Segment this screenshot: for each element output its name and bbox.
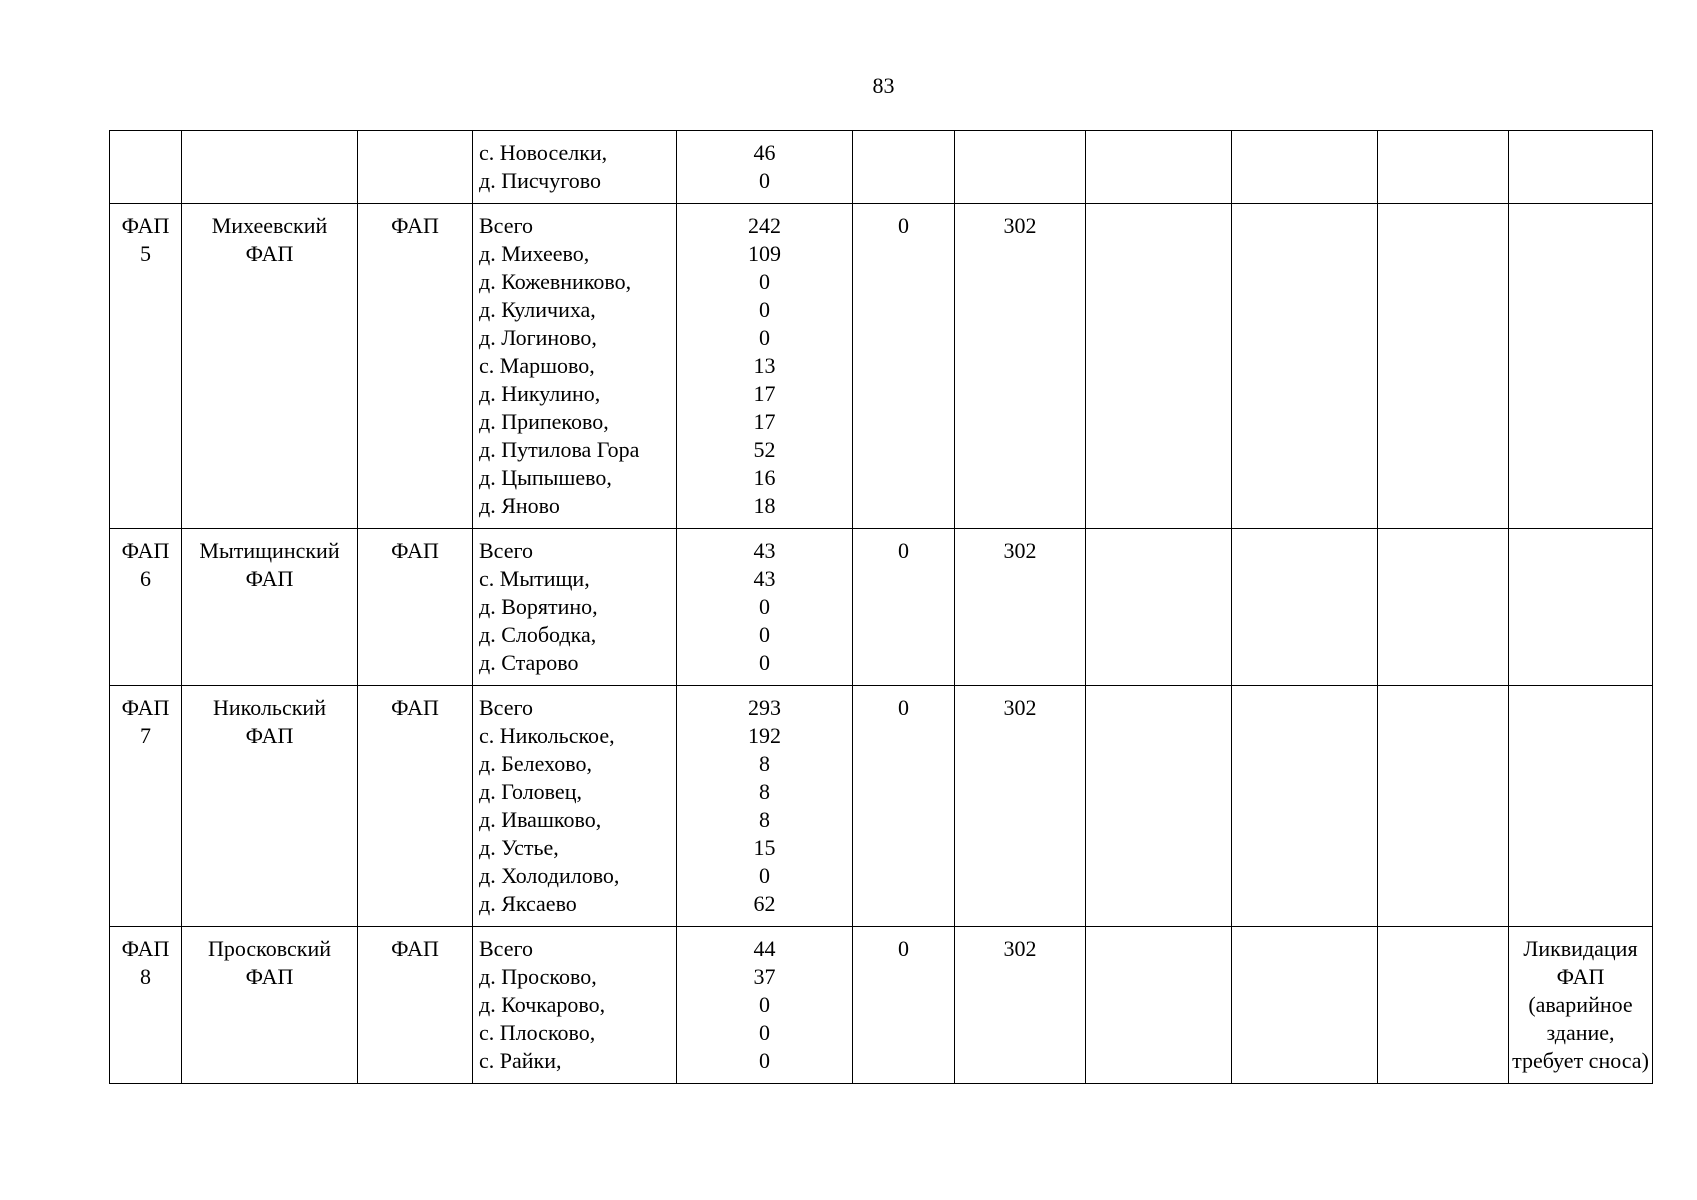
settlements-cell-line: с. Мытищи, [479, 566, 590, 591]
population-cell-line: 109 [748, 241, 781, 266]
population-cell-line: 16 [753, 465, 776, 490]
note-cell-line: здание, [1546, 1020, 1615, 1045]
fap-id-cell-line: 7 [140, 723, 151, 748]
fap-name-cell-line: ФАП [245, 964, 294, 989]
population-cell [677, 529, 853, 686]
col6-cell [853, 204, 955, 529]
fap-name-cell-line: Просковский [207, 936, 332, 961]
note-cell [1509, 204, 1653, 529]
table-row [110, 927, 1653, 1084]
note-cell [1509, 686, 1653, 927]
population-cell [677, 131, 853, 204]
settlements-cell-line: Всего [479, 213, 533, 238]
settlements-cell [473, 529, 677, 686]
col6-cell-value: 0 [898, 538, 909, 563]
settlements-cell-line: д. Просково, [479, 964, 597, 989]
fap-id-cell [110, 529, 182, 686]
fap-type-cell [358, 927, 473, 1084]
col7-cell-value: 302 [1003, 213, 1037, 238]
population-cell-line: 0 [759, 168, 770, 193]
population-cell-line: 17 [753, 381, 776, 406]
fap-id-cell-line: ФАП [121, 936, 170, 961]
note-cell [1509, 529, 1653, 686]
col8-cell [1086, 686, 1232, 927]
settlements-cell-line: с. Новоселки, [479, 140, 608, 165]
fap-id-cell [110, 204, 182, 529]
settlements-cell-line: д. Старово [479, 650, 579, 675]
col6-cell [853, 686, 955, 927]
col10-cell [1378, 131, 1509, 204]
col9-cell [1232, 131, 1378, 204]
col7-cell [955, 686, 1086, 927]
settlements-cell-line: Всего [479, 538, 533, 563]
population-cell-line: 37 [753, 964, 776, 989]
fap-type-cell [358, 529, 473, 686]
col7-cell-value: 302 [1003, 538, 1037, 563]
settlements-cell [473, 927, 677, 1084]
fap-id-cell-line: ФАП [121, 695, 170, 720]
fap-name-cell [182, 529, 358, 686]
settlements-cell [473, 686, 677, 927]
fap-name-cell-line: Никольский [213, 695, 326, 720]
col10-cell [1378, 927, 1509, 1084]
settlements-cell-line: д. Слободка, [479, 622, 597, 647]
population-cell-line: 17 [753, 409, 776, 434]
fap-id-cell-line: ФАП [121, 213, 170, 238]
fap-type-cell [358, 204, 473, 529]
population-cell-line: 62 [753, 891, 776, 916]
population-cell-line: 0 [759, 1048, 770, 1073]
note-cell-line: Ликвидация [1523, 936, 1638, 961]
settlements-cell-line: д. Устье, [479, 835, 559, 860]
population-cell-line: 15 [753, 835, 776, 860]
population-cell-line: 0 [759, 992, 770, 1017]
col9-cell [1232, 204, 1378, 529]
fap-id-cell-line: 8 [140, 964, 151, 989]
note-cell-line: ФАП [1556, 964, 1605, 989]
col6-cell [853, 529, 955, 686]
population-cell-line: 13 [753, 353, 776, 378]
population-cell [677, 686, 853, 927]
col9-cell [1232, 927, 1378, 1084]
note-cell [1509, 131, 1653, 204]
fap-name-cell-line: Михеевский [211, 213, 328, 238]
settlements-cell-line: Всего [479, 695, 533, 720]
population-cell-line: 8 [759, 751, 770, 776]
settlements-cell-line: д. Никулино, [479, 381, 601, 406]
population-cell-line: 44 [753, 936, 776, 961]
population-cell [677, 927, 853, 1084]
population-cell-line: 242 [748, 213, 781, 238]
settlements-cell-line: д. Кочкарово, [479, 992, 606, 1017]
fap-table [109, 130, 1653, 1084]
settlements-cell [473, 131, 677, 204]
fap-type-cell-value: ФАП [391, 213, 439, 238]
population-cell-line: 46 [753, 140, 776, 165]
note-cell [1509, 927, 1653, 1084]
col8-cell [1086, 131, 1232, 204]
note-cell-line: требует сноса) [1512, 1048, 1649, 1073]
population-cell-line: 8 [759, 807, 770, 832]
col6-cell-value: 0 [898, 695, 909, 720]
col10-cell [1378, 529, 1509, 686]
settlements-cell-line: д. Яксаево [479, 891, 577, 916]
settlements-cell-line: с. Райки, [479, 1048, 562, 1073]
fap-id-cell [110, 131, 182, 204]
table-row [110, 204, 1653, 529]
population-cell-line: 0 [759, 863, 770, 888]
col7-cell [955, 131, 1086, 204]
col8-cell [1086, 204, 1232, 529]
col7-cell [955, 204, 1086, 529]
col8-cell [1086, 529, 1232, 686]
fap-id-cell-line: 5 [140, 241, 151, 266]
settlements-cell-line: д. Михеево, [479, 241, 590, 266]
population-cell-line: 293 [748, 695, 781, 720]
settlements-cell-line: с. Плосково, [479, 1020, 596, 1045]
note-cell-line: (аварийное [1528, 992, 1633, 1017]
population-cell-line: 8 [759, 779, 770, 804]
fap-type-cell [358, 131, 473, 204]
table-row [110, 686, 1653, 927]
population-cell-line: 43 [753, 538, 776, 563]
settlements-cell-line: д. Припеково, [479, 409, 609, 434]
fap-id-cell-line: ФАП [121, 538, 170, 563]
fap-name-cell-line: ФАП [245, 723, 294, 748]
settlements-cell-line: д. Путилова Гора [479, 437, 640, 462]
fap-type-cell-value: ФАП [391, 538, 439, 563]
settlements-cell-line: д. Цыпышево, [479, 465, 612, 490]
fap-type-cell-value: ФАП [391, 936, 439, 961]
fap-type-cell [358, 686, 473, 927]
settlements-cell-line: д. Писчугово [479, 168, 601, 193]
fap-name-cell-line: Мытищинский [199, 538, 340, 563]
settlements-cell-line: д. Ворятино, [479, 594, 598, 619]
population-cell-line: 0 [759, 1020, 770, 1045]
fap-id-cell-line: 6 [140, 566, 151, 591]
settlements-cell-line: с. Маршово, [479, 353, 595, 378]
settlements-cell-line: д. Белехово, [479, 751, 592, 776]
settlements-cell [473, 204, 677, 529]
fap-name-cell-line: ФАП [245, 566, 294, 591]
col9-cell [1232, 686, 1378, 927]
fap-name-cell [182, 204, 358, 529]
population-cell-line: 0 [759, 297, 770, 322]
settlements-cell-line: Всего [479, 936, 533, 961]
population-cell-line: 0 [759, 325, 770, 350]
settlements-cell-line: д. Кожевниково, [479, 269, 632, 294]
col7-cell-value: 302 [1003, 936, 1037, 961]
col9-cell [1232, 529, 1378, 686]
fap-id-cell [110, 927, 182, 1084]
population-cell-line: 0 [759, 594, 770, 619]
table-row [110, 131, 1653, 204]
fap-name-cell [182, 927, 358, 1084]
col6-cell [853, 927, 955, 1084]
population-cell-line: 0 [759, 622, 770, 647]
col6-cell-value: 0 [898, 936, 909, 961]
fap-type-cell-value: ФАП [391, 695, 439, 720]
col6-cell [853, 131, 955, 204]
fap-name-cell [182, 131, 358, 204]
population-cell-line: 43 [753, 566, 776, 591]
population-cell [677, 204, 853, 529]
fap-id-cell [110, 686, 182, 927]
col10-cell [1378, 204, 1509, 529]
col6-cell-value: 0 [898, 213, 909, 238]
settlements-cell-line: д. Головец, [479, 779, 582, 804]
population-cell-line: 192 [748, 723, 781, 748]
table-row [110, 529, 1653, 686]
col7-cell [955, 529, 1086, 686]
population-cell-line: 18 [753, 493, 776, 518]
settlements-cell-line: д. Холодилово, [479, 863, 620, 888]
population-cell-line: 0 [759, 650, 770, 675]
settlements-cell-line: с. Никольское, [479, 723, 615, 748]
col10-cell [1378, 686, 1509, 927]
col7-cell-value: 302 [1003, 695, 1037, 720]
col7-cell [955, 927, 1086, 1084]
col8-cell [1086, 927, 1232, 1084]
settlements-cell-line: д. Логиново, [479, 325, 597, 350]
population-cell-line: 0 [759, 269, 770, 294]
settlements-cell-line: д. Ивашково, [479, 807, 602, 832]
population-cell-line: 52 [753, 437, 776, 462]
fap-name-cell [182, 686, 358, 927]
page-number: 83 [872, 73, 895, 98]
settlements-cell-line: д. Куличиха, [479, 297, 596, 322]
fap-name-cell-line: ФАП [245, 241, 294, 266]
settlements-cell-line: д. Яново [479, 493, 560, 518]
